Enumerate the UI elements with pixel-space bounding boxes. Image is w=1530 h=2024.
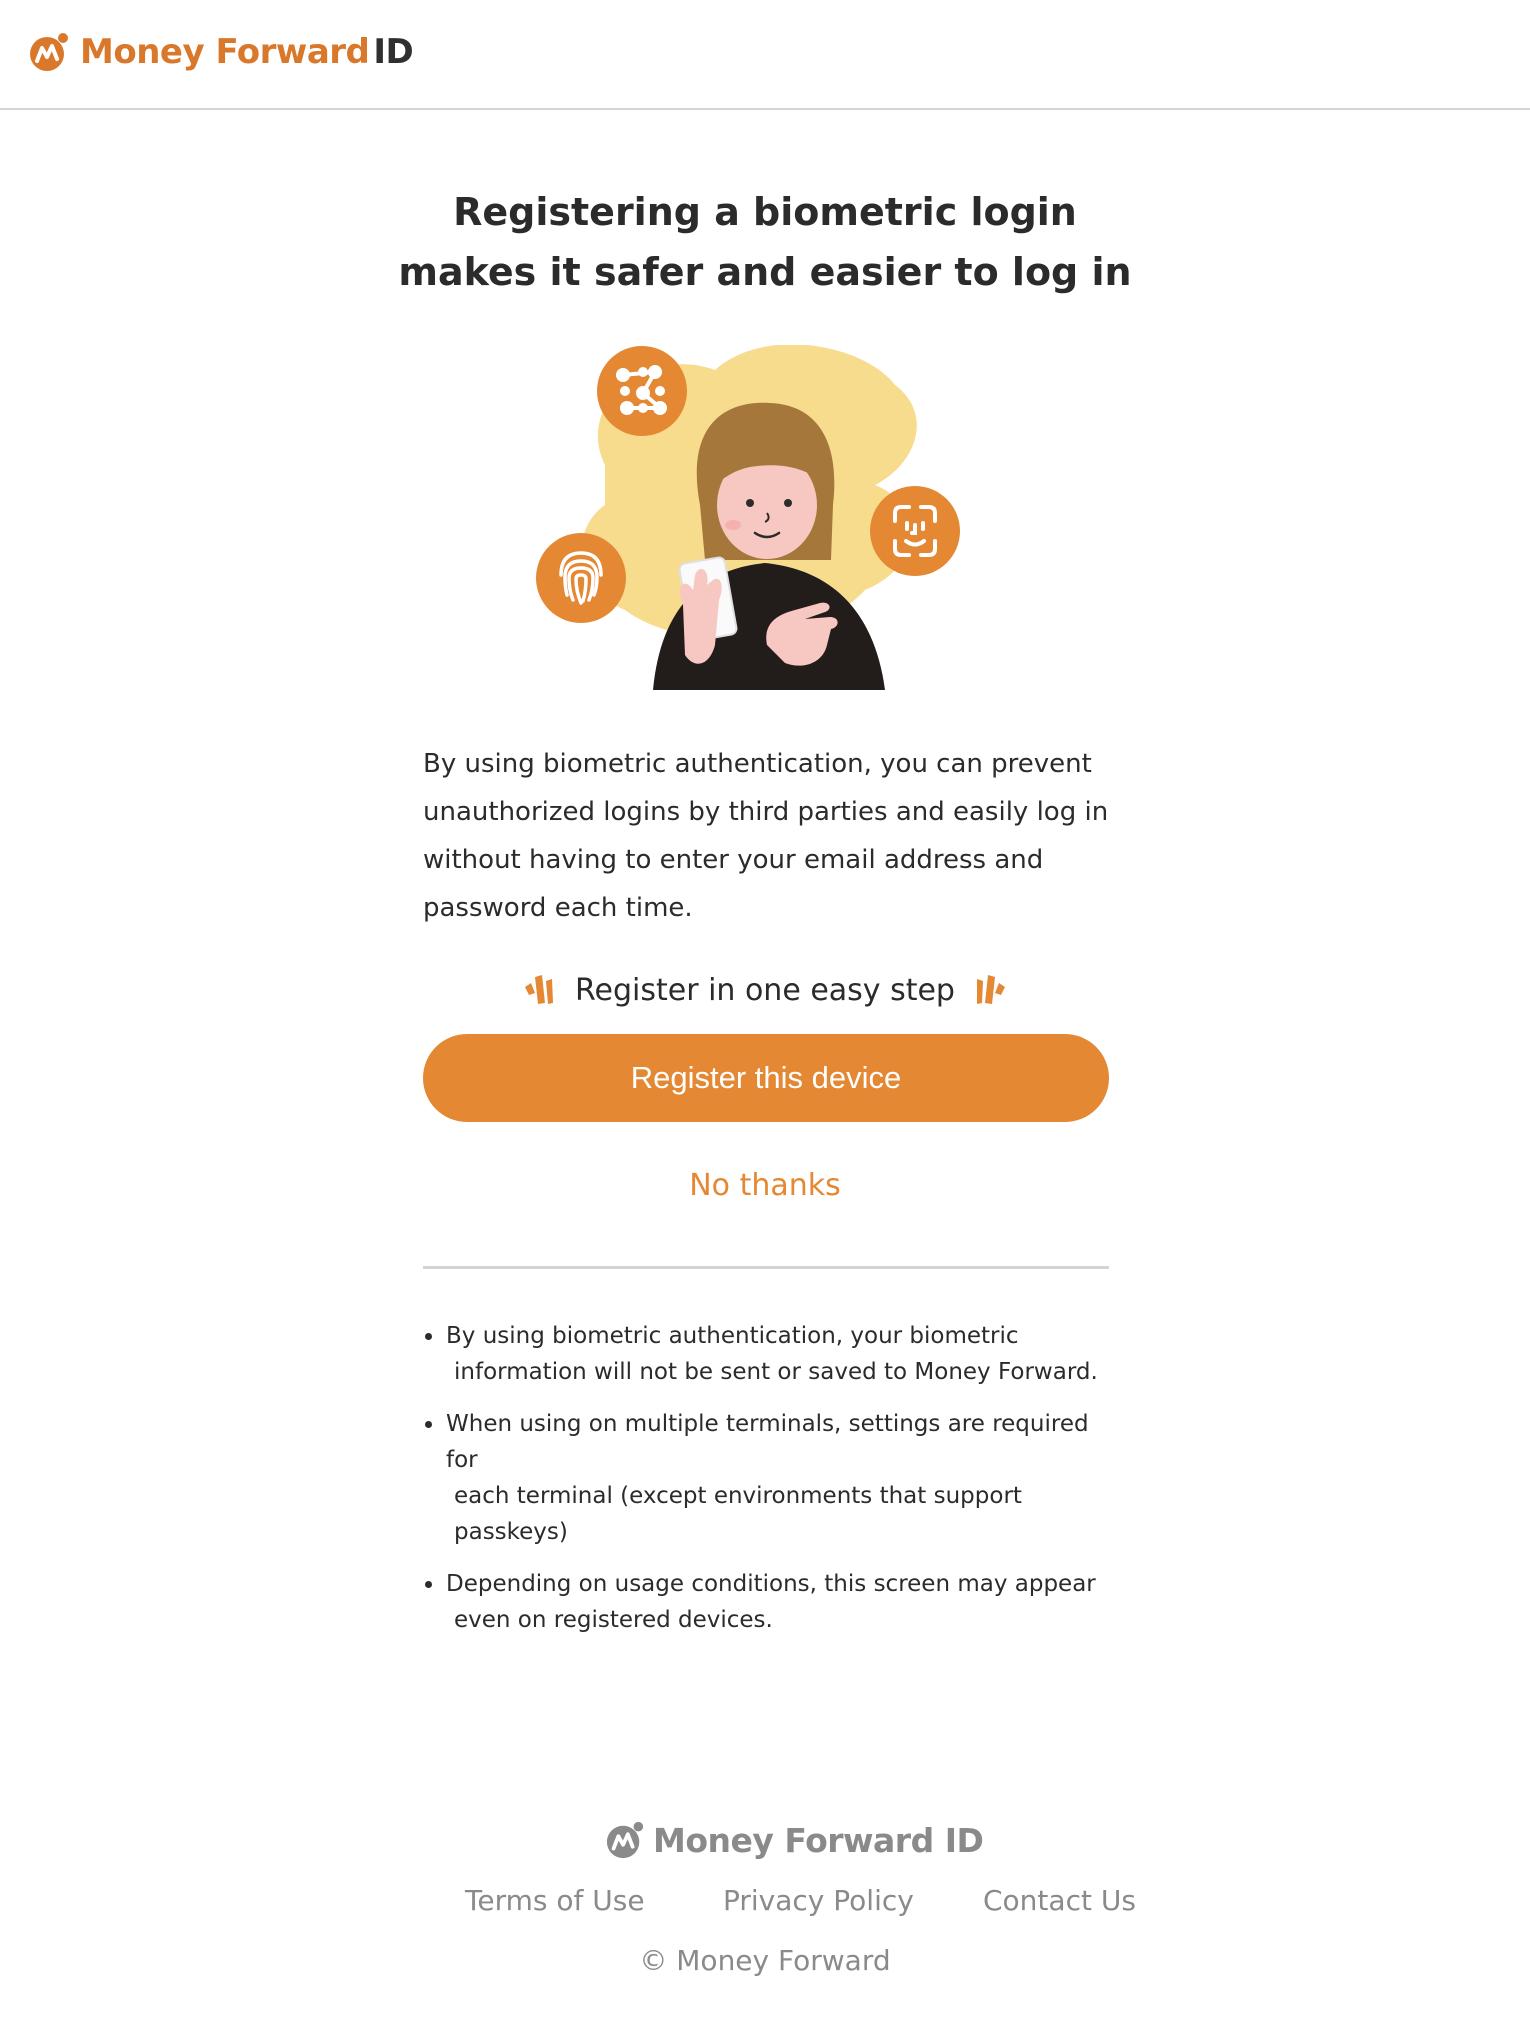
note-line1: By using biometric authentication, your biometric (446, 1323, 1019, 1349)
person-cheek-left (725, 520, 741, 530)
footer-links (0, 1884, 1530, 1928)
note-line1: When using on multiple terminals, settings are required for (446, 1411, 1089, 1473)
terms-of-use-link[interactable]: Terms of Use (465, 1884, 645, 1917)
note-line2: each terminal (except environments that support passkeys) (454, 1483, 1022, 1545)
privacy-policy-link[interactable]: Privacy Policy (723, 1884, 914, 1917)
notes-list (423, 1318, 1123, 1654)
note-item (423, 1318, 1123, 1390)
person-right-eye (784, 499, 792, 507)
money-forward-logo-icon (28, 31, 70, 73)
header (0, 0, 1530, 110)
description-text: By using biometric authentication, you can prevent unauthorized logins by third parties and easily log in without having to enter your email address and password each time. (423, 749, 1109, 923)
footer-brand-name: Money Forward (653, 1820, 934, 1860)
divider (423, 1266, 1109, 1269)
logo-brand-name: Money Forward (80, 32, 370, 72)
money-forward-logo[interactable] (28, 24, 413, 80)
page-title (0, 182, 1530, 302)
person-left-eye (746, 499, 754, 507)
no-thanks-link[interactable]: No thanks (689, 1168, 841, 1203)
register-device-button[interactable]: Register this device (423, 1034, 1109, 1122)
note-line1: Depending on usage conditions, this screen may appear (446, 1571, 1096, 1597)
biometric-illustration (535, 345, 985, 690)
note-line2: even on registered devices. (454, 1607, 773, 1633)
footer-brand-id: ID (944, 1820, 984, 1860)
logo-brand-id: ID (373, 32, 414, 72)
footer-logo-icon (605, 1820, 645, 1860)
footer-logo[interactable] (605, 1814, 983, 1866)
contact-us-link[interactable]: Contact Us (983, 1884, 1136, 1917)
logo-text (80, 32, 413, 72)
page-title-line1: Registering a biometric login (453, 190, 1077, 234)
easy-step-row (0, 965, 1530, 1015)
copyright: © Money Forward (639, 1944, 891, 1977)
page-title-line2: makes it safer and easier to log in (398, 250, 1132, 294)
emphasis-marks-right-icon (973, 973, 1009, 1007)
note-item (423, 1566, 1123, 1638)
note-line2: information will not be sent or saved to Money Forward. (454, 1359, 1098, 1385)
note-item (423, 1406, 1123, 1550)
easy-step-label: Register in one easy step (575, 972, 955, 1008)
footer-logo-text (653, 1821, 983, 1860)
emphasis-marks-left-icon (521, 973, 557, 1007)
fingerprint-icon (536, 533, 626, 623)
